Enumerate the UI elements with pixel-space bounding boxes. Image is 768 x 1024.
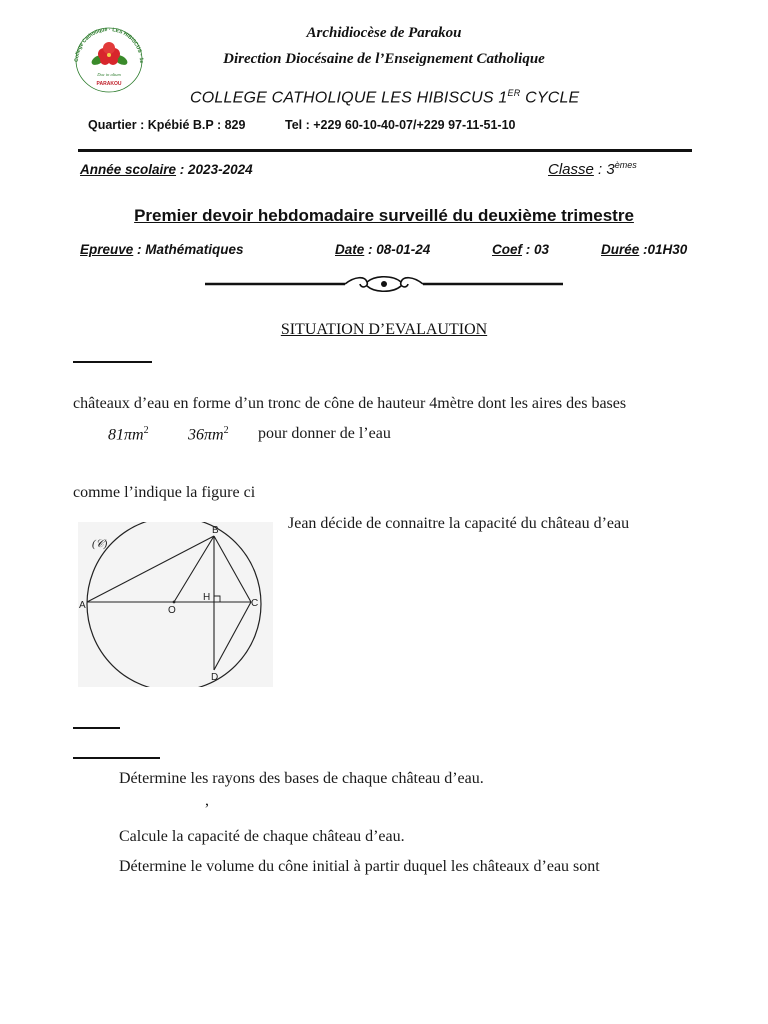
area-value-2: $36\pi m^2$ bbox=[188, 425, 229, 444]
statement-line-1: châteaux d’eau en forme d’un tronc de cône de hauteur 4mètre dont les aires des bases bbox=[73, 395, 627, 412]
school-year: Année scolaire : 2023-2024 bbox=[80, 162, 253, 177]
exam-title: Premier devoir hebdomadaire surveillé du deuxième trimestre bbox=[134, 206, 634, 225]
blank-rule-medium bbox=[73, 757, 160, 759]
college-name: COLLEGE CATHOLIQUE LES HIBISCUS 1ER CYCLE bbox=[190, 88, 580, 107]
area-value-1: $81\pi m^2$ bbox=[108, 425, 149, 444]
school-address: Quartier : Kpébié B.P : 829 bbox=[88, 118, 246, 132]
epreuve-field: Epreuve : Mathématiques bbox=[80, 242, 244, 257]
point-D-label: D bbox=[211, 672, 219, 683]
point-A-label: A bbox=[79, 600, 86, 611]
class-level: Classe : 3èmes bbox=[548, 160, 637, 178]
logo-motto: Duc in altum bbox=[97, 72, 121, 77]
question-1: Détermine les rayons des bases de chaque château d’eau. bbox=[119, 770, 484, 787]
logo-ring-text: College Catholique · LES HIBISCUS · 1e bbox=[73, 26, 145, 64]
situation-title: SITUATION D’EVALAUTION bbox=[280, 321, 488, 338]
direction-line: Direction Diocésaine de l’Enseignement Catholique bbox=[223, 51, 545, 67]
geometry-figure bbox=[78, 522, 273, 687]
ornament-divider bbox=[205, 273, 563, 295]
point-C-label: C bbox=[251, 598, 259, 609]
question-2: Calcule la capacité de chaque château d’eau. bbox=[119, 828, 405, 845]
point-O-label: O bbox=[168, 605, 176, 616]
duree-field: Durée :01H30 bbox=[601, 242, 688, 257]
statement-line-2: pour donner de l’eau bbox=[258, 425, 391, 442]
blank-rule bbox=[73, 361, 152, 363]
date-field: Date : 08-01-24 bbox=[335, 242, 431, 257]
statement-line-4: Jean décide de connaitre la capacité du château d’eau bbox=[288, 515, 630, 532]
point-H-label: H bbox=[203, 592, 211, 603]
school-phone: Tel : +229 60-10-40-07/+229 97-11-51-10 bbox=[285, 118, 516, 132]
point-B-label: B bbox=[212, 525, 219, 536]
stray-comma: , bbox=[205, 792, 209, 809]
circle-label: (𝒞) bbox=[92, 538, 108, 550]
header-divider bbox=[78, 149, 692, 152]
archdiocese-line: Archidiocèse de Parakou bbox=[306, 25, 462, 41]
logo-city: PARAKOU bbox=[96, 81, 122, 87]
question-3: Détermine le volume du cône initial à partir duquel les châteaux d’eau sont bbox=[119, 858, 600, 875]
statement-line-3: comme l’indique la figure ci bbox=[73, 484, 256, 501]
coef-field: Coef : 03 bbox=[492, 242, 550, 257]
blank-rule-short bbox=[73, 727, 120, 729]
